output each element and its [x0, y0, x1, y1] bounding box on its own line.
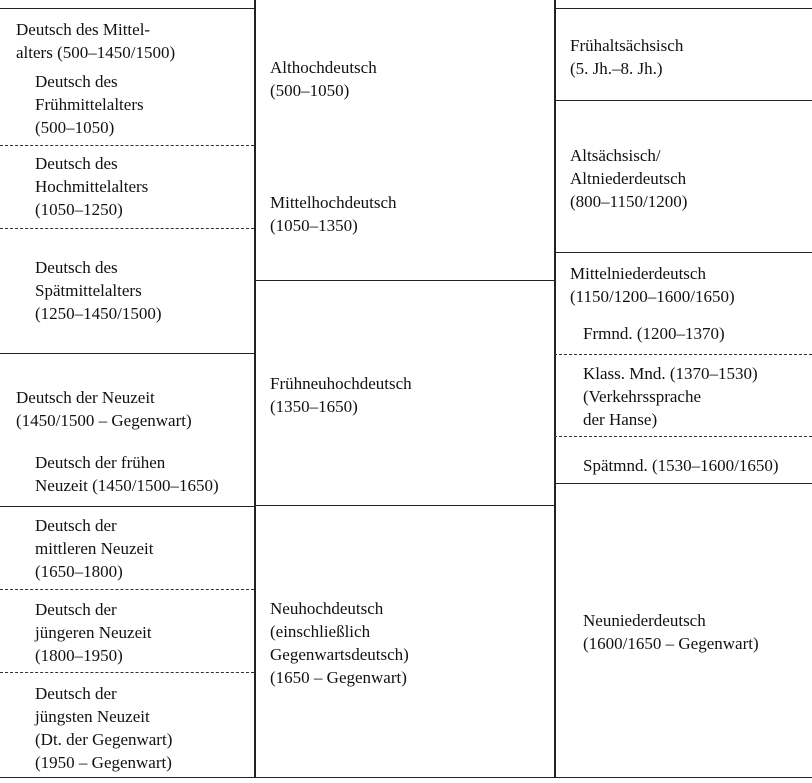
juengste-neuzeit-cell: Deutsch der jüngsten Neuzeit (Dt. der Gegenwart) (1950 – Gegenwart): [35, 684, 173, 772]
col3-dash-1: [554, 354, 812, 355]
neuzeit-heading: Deutsch der Neuzeit (1450/1500 – Gegenwart): [16, 388, 192, 430]
mittlere-neuzeit-cell: Deutsch der mittleren Neuzeit (1650–1800): [35, 516, 154, 581]
spaetmnd-cell: Spätmnd. (1530–1600/1650): [583, 456, 779, 475]
col1-rule-top: [0, 8, 254, 9]
column-divider-left: [254, 0, 256, 778]
spaetmittelalter-cell: Deutsch des Spätmittelalters (1250–1450/1500): [35, 258, 162, 323]
column-divider-right: [554, 0, 556, 778]
althochdeutsch-cell: Althochdeutsch (500–1050): [270, 58, 377, 100]
fruehaltsaechsisch-cell: Frühaltsächsisch (5. Jh.–8. Jh.): [570, 36, 684, 78]
col2-rule-2: [254, 505, 554, 506]
col3-rule-3: [554, 483, 812, 484]
col2-rule-1: [254, 280, 554, 281]
mittelniederdeutsch-cell: Mittelniederdeutsch (1150/1200–1600/1650): [570, 264, 735, 306]
fruehe-neuzeit-cell: Deutsch der frühen Neuzeit (1450/1500–1650): [35, 453, 219, 495]
col1-rule-mittlere: [0, 506, 254, 507]
mittelalter-heading: Deutsch des Mittel- alters (500–1450/1500): [16, 20, 176, 62]
col1-dash-1: [0, 145, 254, 146]
col3-rule-2: [554, 252, 812, 253]
col3-rule-top: [554, 8, 812, 9]
col3-rule-1: [554, 100, 812, 101]
col1-dash-4: [0, 672, 254, 673]
col1-rule-neuzeit: [0, 353, 254, 354]
klass-mnd-cell: Klass. Mnd. (1370–1530) (Verkehrssprache der Hanse): [583, 364, 758, 429]
mittelhochdeutsch-cell: Mittelhochdeutsch (1050–1350): [270, 193, 397, 235]
neuniederdeutsch-cell: Neuniederdeutsch (1600/1650 – Gegenwart): [583, 611, 759, 653]
col3-dash-2: [554, 436, 812, 437]
frmnd-cell: Frmnd. (1200–1370): [583, 324, 725, 343]
col1-dash-2: [0, 228, 254, 229]
altsaechsisch-cell: Altsächsisch/ Altniederdeutsch (800–1150/1200): [570, 146, 688, 211]
col1-dash-3: [0, 589, 254, 590]
juengere-neuzeit-cell: Deutsch der jüngeren Neuzeit (1800–1950): [35, 600, 152, 665]
neuhochdeutsch-cell: Neuhochdeutsch (einschließlich Gegenwartsdeutsch) (1650 – Gegenwart): [270, 599, 409, 687]
hochmittelalter-cell: Deutsch des Hochmittelalters (1050–1250): [35, 154, 149, 219]
fruehmittelalter-cell: Deutsch des Frühmittelalters (500–1050): [35, 72, 144, 137]
fruehneuhochdeutsch-cell: Frühneuhochdeutsch (1350–1650): [270, 374, 412, 416]
table-rule-bottom: [0, 777, 812, 778]
